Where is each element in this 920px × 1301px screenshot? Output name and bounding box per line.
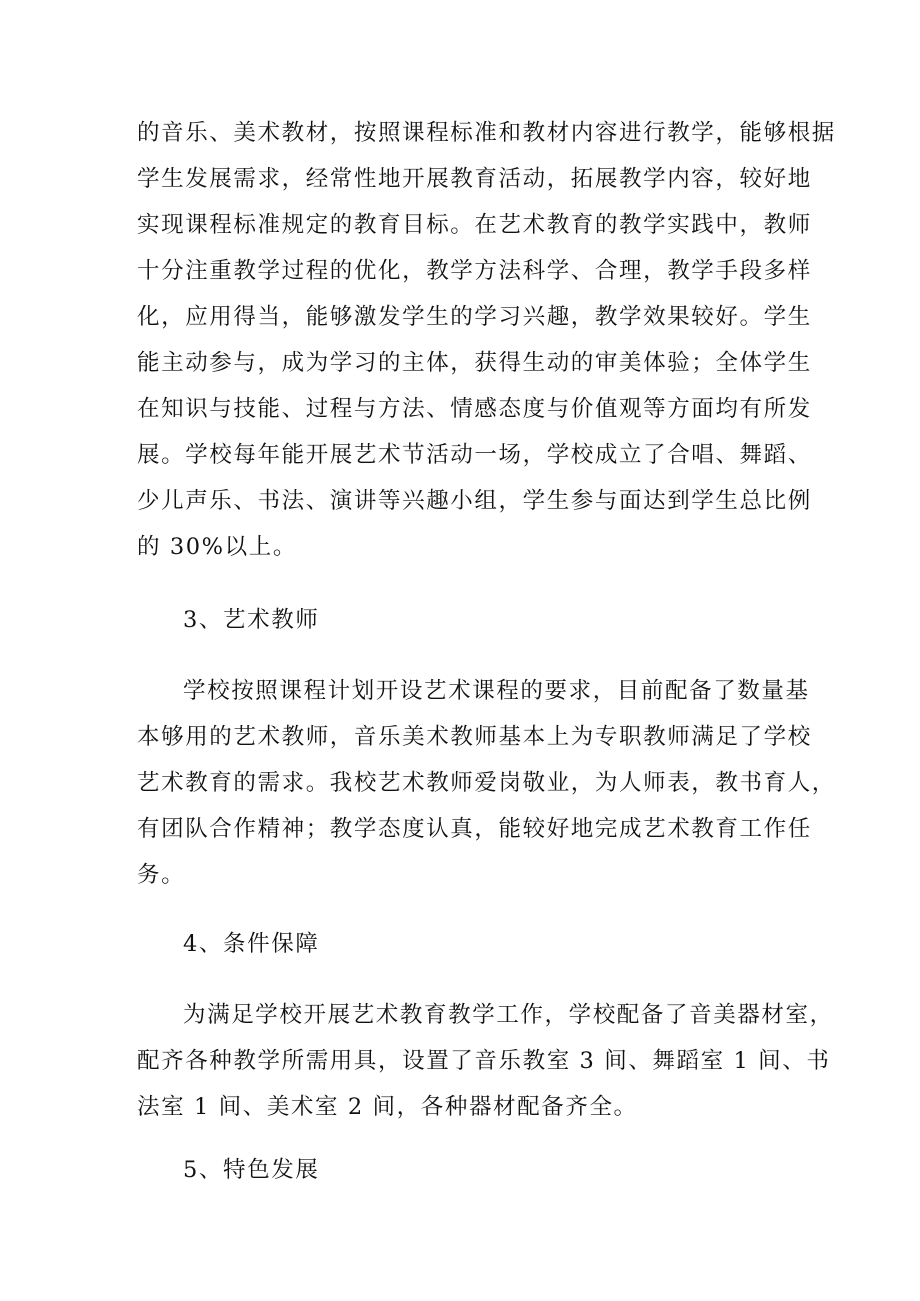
paragraph-line: 少儿声乐、书法、演讲等兴趣小组，学生参与面达到学生总比例 (137, 488, 812, 514)
paragraph-line: 本够用的艺术教师，音乐美术教师基本上为专职教师满足了学校 (137, 724, 812, 750)
paragraph-line: 在知识与技能、过程与方法、情感态度与价值观等方面均有所发 (137, 396, 812, 422)
paragraph-line: 学校按照课程计划开设艺术课程的要求，目前配备了数量基 (183, 678, 810, 704)
paragraph-line: 实现课程标准规定的教育目标。在艺术教育的教学实践中，教师 (137, 212, 812, 238)
paragraph-line: 的音乐、美术教材，按照课程标准和教材内容进行教学，能够根据 (137, 120, 836, 146)
section-heading-features: 5、特色发展 (183, 1157, 320, 1183)
paragraph-line: 为满足学校开展艺术教育教学工作，学校配备了音美器材室， (183, 1002, 834, 1028)
section-heading-art-teachers: 3、艺术教师 (183, 607, 320, 633)
paragraph-line: 法室 1 间、美术室 2 间，各种器材配备齐全。 (137, 1094, 638, 1120)
paragraph-line: 的 30%以上。 (137, 534, 297, 560)
paragraph-line: 能主动参与，成为学习的主体，获得生动的审美体验；全体学生 (137, 350, 812, 376)
paragraph-line: 务。 (137, 862, 186, 888)
paragraph-line: 化，应用得当，能够激发学生的学习兴趣，教学效果较好。学生 (137, 304, 812, 330)
paragraph-line: 学生发展需求，经常性地开展教育活动，拓展教学内容，较好地 (137, 166, 812, 192)
paragraph-line: 艺术教育的需求。我校艺术教师爱岗敬业，为人师表，教书育人， (137, 770, 836, 796)
paragraph-line: 十分注重教学过程的优化，教学方法科学、合理，教学手段多样 (137, 258, 812, 284)
paragraph-line: 展。学校每年能开展艺术节活动一场，学校成立了合唱、舞蹈、 (137, 442, 812, 468)
section-heading-conditions: 4、条件保障 (183, 931, 320, 957)
paragraph-line: 配齐各种教学所需用具，设置了音乐教室 3 间、舞蹈室 1 间、书 (137, 1048, 831, 1074)
paragraph-line: 有团队合作精神；教学态度认真，能较好地完成艺术教育工作任 (137, 816, 812, 842)
